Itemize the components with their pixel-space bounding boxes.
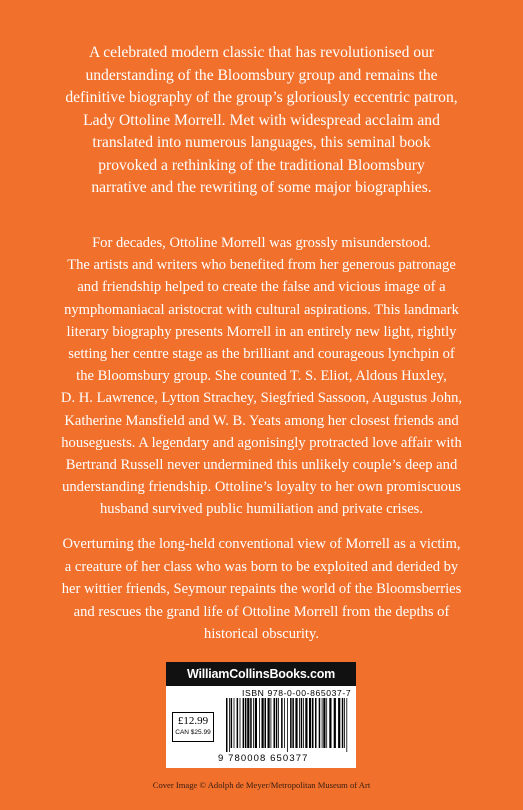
text-line: houseguests. A legendary and agonisingly protracted love affair with [61, 434, 462, 451]
barcode-bar [312, 698, 314, 748]
barcode-bar [305, 698, 307, 748]
text-line: Lady Ottoline Morrell. Met with widespread acclaim and [83, 111, 440, 129]
barcode-bar [245, 698, 247, 748]
barcode-bar [287, 698, 288, 752]
barcode-bar [329, 698, 331, 748]
text-line: narrative and the rewriting of some major biographies. [91, 179, 432, 196]
barcode-bar [231, 698, 233, 748]
barcode-bar [276, 698, 278, 748]
barcode-bar [315, 698, 317, 748]
barcode-bar [255, 698, 257, 748]
text-line: and friendship helped to create the false and vicious image of a [77, 279, 446, 296]
barcode-bar [299, 698, 300, 748]
barcode-bar [281, 698, 283, 748]
text-line: definitive biography of the group’s gloriously eccentric patron, [65, 89, 458, 106]
text-line: D. H. Lawrence, Lytton Strachey, Siegfried Sassoon, Augustus John, [60, 390, 463, 407]
text-line: Bertrand Russell never undermined this unlikely couple’s deep and [65, 457, 458, 474]
price-can: CAN $25.99 [175, 729, 211, 736]
barcode-bar [295, 698, 297, 748]
isbn-label: ISBN 978-0-00-865037-7 [242, 688, 352, 698]
barcode-bar [342, 698, 344, 748]
price-uk: £12.99 [177, 715, 209, 727]
barcode-bars [224, 698, 350, 752]
text-line: literary biography presents Morrell in an entirely new light, rightly [66, 323, 457, 340]
barcode-bar [243, 698, 245, 748]
barcode-panel [166, 662, 356, 768]
text-line: the Bloomsbury group. She counted T. S. Eliot, Aldous Huxley, [76, 368, 447, 385]
barcode-bar [292, 698, 294, 748]
barcode-bar [344, 698, 345, 748]
barcode-bar [290, 698, 292, 748]
barcode-bar [309, 698, 311, 748]
text-line: The artists and writers who benefited from her generous patronage [67, 257, 456, 274]
cover-image-credit: Cover Image © Adolph de Meyer/Metropolitan Museum of Art [152, 780, 371, 790]
barcode-bar [268, 698, 270, 748]
text-line: translated into numerous languages, this seminal book [92, 134, 431, 151]
barcode-digits: 9 780008 650377 [218, 753, 309, 764]
barcode-bar [259, 698, 260, 748]
barcode-bar [278, 698, 279, 748]
barcode-bar [271, 698, 272, 748]
text-line: Katherine Mansfield and W. B. Yeats among her closest friends and [64, 412, 459, 429]
barcode-bar [265, 698, 267, 748]
text-line: a creature of her class who was born to be exploited and derided by [64, 558, 459, 575]
barcode-bar [250, 698, 252, 748]
barcode-bar [234, 698, 235, 748]
blurb-paragraph-3 [30, 533, 493, 646]
blurb-paragraph-2 [30, 232, 493, 521]
text-line: A celebrated modern classic that has revolutionised our [88, 44, 435, 61]
text-line: husband survived public humiliation and private crises. [99, 501, 424, 518]
text-line: understanding of the Bloomsbury group and remains the [85, 66, 438, 84]
barcode-bar [319, 698, 321, 748]
barcode-bar [247, 698, 249, 748]
barcode-bar [262, 698, 264, 748]
text-line: setting her centre stage as the brilliant and courageous lynchpin of [68, 346, 455, 363]
text-line: nymphomaniacal aristocrat with cultural aspirations. This landmark [64, 301, 459, 318]
barcode-bar [226, 698, 228, 752]
barcode-bar [229, 698, 230, 752]
price-box [172, 712, 214, 742]
text-line: For decades, Ottoline Morrell was grossly misunderstood. [92, 235, 431, 251]
barcode-bar [346, 698, 347, 752]
barcode-bar [274, 698, 276, 748]
text-line: and rescues the grand life of Ottoline Morrell from the depths of [73, 603, 450, 620]
barcode-bar [338, 698, 340, 748]
blurb-paragraph-1 [30, 42, 493, 200]
barcode-bar [323, 698, 325, 748]
barcode-bar [326, 698, 327, 748]
text-line: understanding friendship. Ottoline’s loyalty to her own promiscuous [62, 479, 461, 496]
barcode-bar [303, 698, 304, 748]
text-line: provoked a rethinking of the traditional Bloomsbury [98, 156, 425, 174]
barcode-bar [322, 698, 323, 748]
barcode-bar [284, 698, 285, 748]
text-line: Overturning the long-held conventional view of Morrell as a victim, [62, 536, 461, 552]
text-line: her wittier friends, Seymour repaints the world of the Bloomsberries [61, 581, 462, 597]
barcode-bar [253, 698, 254, 748]
barcode-bar [334, 698, 336, 748]
barcode-bar [237, 698, 239, 748]
text-line: historical obscurity. [204, 626, 319, 642]
barcode-bar [301, 698, 303, 748]
publisher-website: WilliamCollinsBooks.com [166, 662, 356, 686]
barcode-bar [240, 698, 241, 748]
